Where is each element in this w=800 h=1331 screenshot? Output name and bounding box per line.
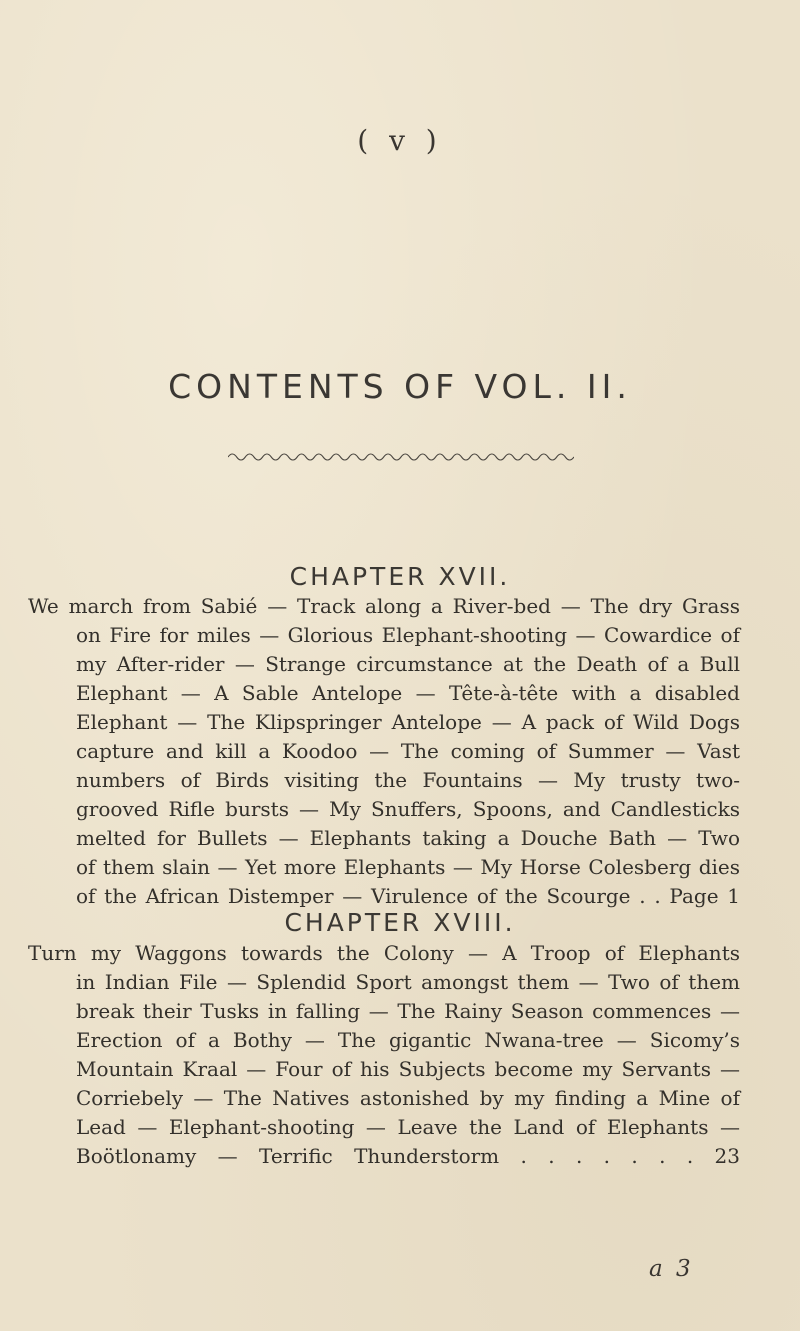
synopsis-line: Elephant — A Sable Antelope — Tête-à-tête with a disabled [76, 681, 740, 705]
synopsis-line: We march from Sabié — Track along a River-bed — The dry Grass [28, 594, 740, 618]
synopsis-line: melted for Bullets — Elephants taking a Douche Bath — Two [76, 826, 740, 850]
chapter-synopsis [28, 939, 740, 1171]
synopsis-line: Boötlonamy — Terrific Thunderstorm . . . . . . . 23 [76, 1144, 740, 1168]
synopsis-line: Mountain Kraal — Four of his Subjects become my Servants — [76, 1057, 740, 1081]
chapter-heading: CHAPTER XVIII. [284, 908, 516, 937]
wavy-rule-ornament [228, 451, 574, 463]
chapter-heading: CHAPTER XVII. [289, 562, 511, 591]
synopsis-line: of the African Distemper — Virulence of the Scourge . . Page 1 [76, 884, 740, 908]
synopsis-line: Corriebely — The Natives astonished by my finding a Mine of [76, 1086, 740, 1110]
synopsis-line: grooved Rifle bursts — My Snuffers, Spoons, and Candlesticks [76, 797, 740, 821]
synopsis-line: numbers of Birds visiting the Fountains — My trusty two- [76, 768, 740, 792]
contents-title: CONTENTS OF VOL. II. [168, 367, 632, 406]
synopsis-line: break their Tusks in falling — The Rainy Season commences — [76, 999, 740, 1023]
synopsis-line: Turn my Waggons towards the Colony — A Troop of Elephants [28, 941, 740, 965]
synopsis-line: on Fire for miles — Glorious Elephant-shooting — Cowardice of [76, 623, 740, 647]
printer-signature-mark: a 3 [649, 1256, 694, 1282]
synopsis-line: Elephant — The Klipspringer Antelope — A pack of Wild Dogs [76, 710, 740, 734]
chapter-synopsis [28, 592, 740, 911]
roman-page-number: ( v ) [357, 124, 443, 157]
synopsis-line: capture and kill a Koodoo — The coming of Summer — Vast [76, 739, 740, 763]
synopsis-line: Lead — Elephant-shooting — Leave the Land of Elephants — [76, 1115, 740, 1139]
synopsis-line: of them slain — Yet more Elephants — My Horse Colesberg dies [76, 855, 740, 879]
synopsis-line: Erection of a Bothy — The gigantic Nwana-tree — Sicomy’s [76, 1028, 740, 1052]
synopsis-line: in Indian File — Splendid Sport amongst them — Two of them [76, 970, 740, 994]
synopsis-line: my After-rider — Strange circumstance at the Death of a Bull [76, 652, 740, 676]
